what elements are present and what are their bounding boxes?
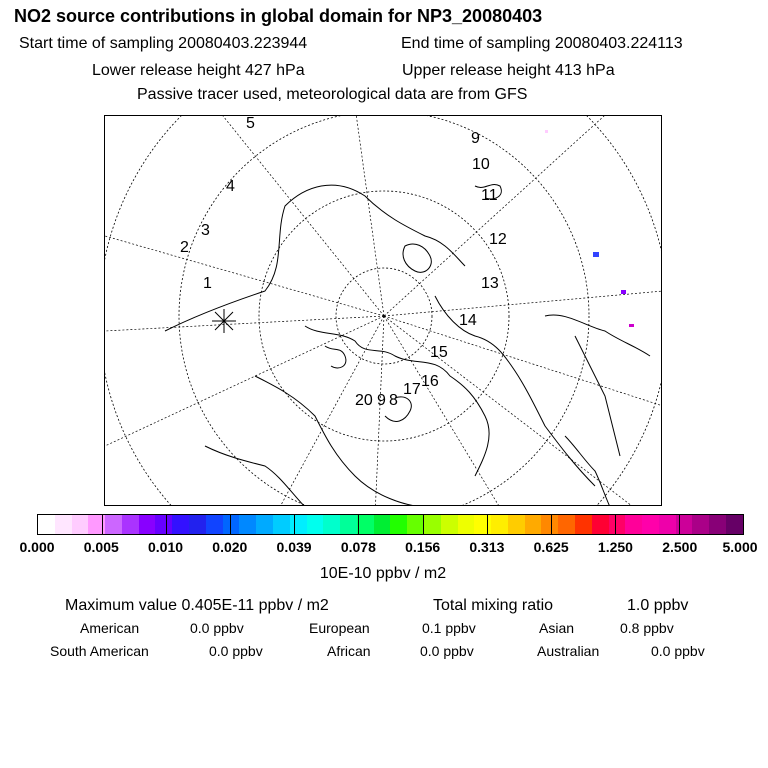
- colorbar-swatch: [155, 515, 172, 534]
- traj-label-13: 13: [481, 275, 499, 292]
- colorbar-swatch: [458, 515, 475, 534]
- colorbar-swatch: [558, 515, 575, 534]
- colorbar-swatch: [592, 515, 609, 534]
- colorbar-swatch: [659, 515, 676, 534]
- trajectory-labels: [180, 116, 507, 409]
- traj-label-9b: 9: [377, 392, 386, 409]
- south-american-value: 0.0 ppbv: [209, 643, 263, 659]
- colorbar-tick-label: 0.020: [212, 539, 248, 555]
- american-value: 0.0 ppbv: [190, 620, 244, 636]
- colorbar-swatch: [390, 515, 407, 534]
- map-canvas: [105, 116, 662, 506]
- colorbar-swatch: [374, 515, 391, 534]
- colorbar-swatch: [139, 515, 156, 534]
- colorbar-swatch: [525, 515, 542, 534]
- colorbar-tick-label: 0.156: [405, 539, 441, 555]
- spot-pink: [545, 130, 548, 133]
- colorbar-swatch: [290, 515, 307, 534]
- colorbar-swatch: [307, 515, 324, 534]
- spot-magenta: [629, 324, 634, 327]
- colorbar-tick: [230, 515, 231, 534]
- colorbar-swatch: [273, 515, 290, 534]
- colorbar-swatch: [709, 515, 726, 534]
- traj-label-5: 5: [246, 116, 255, 132]
- colorbar-swatch: [55, 515, 72, 534]
- colorbar-swatch: [407, 515, 424, 534]
- colorbar-tick: [615, 515, 616, 534]
- coastlines: [165, 185, 650, 506]
- concentration-spots: [545, 130, 634, 327]
- plot-title: NO2 source contributions in global domain for NP3_20080403: [14, 6, 543, 26]
- traj-label-20: 20: [355, 392, 373, 409]
- european-label: European: [309, 620, 370, 636]
- african-value: 0.0 ppbv: [420, 643, 474, 659]
- colorbar-tick-label: 0.039: [276, 539, 312, 555]
- tracer-note: Passive tracer used, meteorological data are from GFS: [137, 86, 528, 103]
- colorbar-swatch: [172, 515, 189, 534]
- max-value: Maximum value 0.405E-11 ppbv / m2: [65, 597, 329, 614]
- traj-label-14: 14: [459, 312, 477, 329]
- colorbar-swatch: [189, 515, 206, 534]
- end-time: End time of sampling 20080403.224113: [401, 35, 683, 52]
- african-label: African: [327, 643, 371, 659]
- colorbar-swatch: [441, 515, 458, 534]
- asian-label: Asian: [539, 620, 575, 636]
- colorbar-swatch: [323, 515, 340, 534]
- colorbar-tick: [294, 515, 295, 534]
- traj-label-3: 3: [201, 222, 210, 239]
- traj-label-1: 1: [203, 275, 212, 292]
- colorbar-tick-label: 0.005: [83, 539, 119, 555]
- colorbar-swatch: [38, 515, 55, 534]
- colorbar-swatch: [692, 515, 709, 534]
- colorbar-swatch: [625, 515, 642, 534]
- traj-label-11: 11: [481, 187, 498, 204]
- lower-release-height: Lower release height 427 hPa: [92, 62, 305, 79]
- colorbar-swatch: [474, 515, 491, 534]
- colorbar-swatch: [340, 515, 357, 534]
- polar-map: [104, 115, 662, 506]
- colorbar-unit: 10E-10 ppbv / m2: [319, 565, 447, 582]
- traj-label-4: 4: [226, 178, 235, 195]
- south-american-label: South American: [50, 643, 149, 659]
- spot-violet: [621, 290, 626, 294]
- colorbar-tick: [166, 515, 167, 534]
- colorbar-swatch: [122, 515, 139, 534]
- colorbar-tick-label: 0.000: [19, 539, 55, 555]
- colorbar-swatch: [239, 515, 256, 534]
- traj-label-17: 17: [403, 381, 421, 398]
- release-location-asterisk: [212, 309, 236, 333]
- colorbar-tick: [102, 515, 103, 534]
- colorbar-swatch: [575, 515, 592, 534]
- total-mixing-value: 1.0 ppbv: [627, 597, 689, 614]
- colorbar-swatch: [206, 515, 223, 534]
- colorbar-tick: [551, 515, 552, 534]
- colorbar-swatch: [424, 515, 441, 534]
- colorbar-tick-label: 0.010: [148, 539, 184, 555]
- american-label: American: [80, 620, 140, 636]
- australian-label: Australian: [537, 643, 600, 659]
- traj-label-2: 2: [180, 239, 189, 256]
- traj-label-12: 12: [489, 231, 507, 248]
- spot-blue: [593, 252, 599, 257]
- colorbar-tick-label: 0.078: [340, 539, 376, 555]
- colorbar-swatch: [508, 515, 525, 534]
- colorbar-tick-label: 5.000: [722, 539, 758, 555]
- colorbar-swatch: [726, 515, 743, 534]
- colorbar-swatch: [609, 515, 626, 534]
- colorbar: [37, 514, 744, 535]
- european-value: 0.1 ppbv: [422, 620, 476, 636]
- upper-release-height: Upper release height 413 hPa: [402, 62, 615, 79]
- traj-label-16: 16: [421, 373, 439, 390]
- traj-label-15: 15: [430, 344, 448, 361]
- australian-value: 0.0 ppbv: [651, 643, 705, 659]
- traj-label-10: 10: [472, 156, 490, 173]
- colorbar-tick: [358, 515, 359, 534]
- asian-value: 0.8 ppbv: [620, 620, 674, 636]
- total-mixing-label: Total mixing ratio: [433, 597, 554, 614]
- colorbar-tick-label: 1.250: [597, 539, 633, 555]
- colorbar-swatch: [105, 515, 122, 534]
- colorbar-tick: [679, 515, 680, 534]
- colorbar-tick-label: 2.500: [662, 539, 698, 555]
- colorbar-tick: [487, 515, 488, 534]
- meridian-lines: [105, 116, 662, 506]
- start-time: Start time of sampling 20080403.223944: [19, 35, 308, 52]
- colorbar-swatch: [491, 515, 508, 534]
- traj-label-9: 9: [471, 130, 480, 147]
- colorbar-tick: [423, 515, 424, 534]
- traj-label-8: 8: [389, 392, 398, 409]
- colorbar-swatch: [256, 515, 273, 534]
- colorbar-tick-label: 0.313: [469, 539, 505, 555]
- colorbar-tick-label: 0.625: [533, 539, 569, 555]
- colorbar-swatch: [72, 515, 89, 534]
- colorbar-swatch: [642, 515, 659, 534]
